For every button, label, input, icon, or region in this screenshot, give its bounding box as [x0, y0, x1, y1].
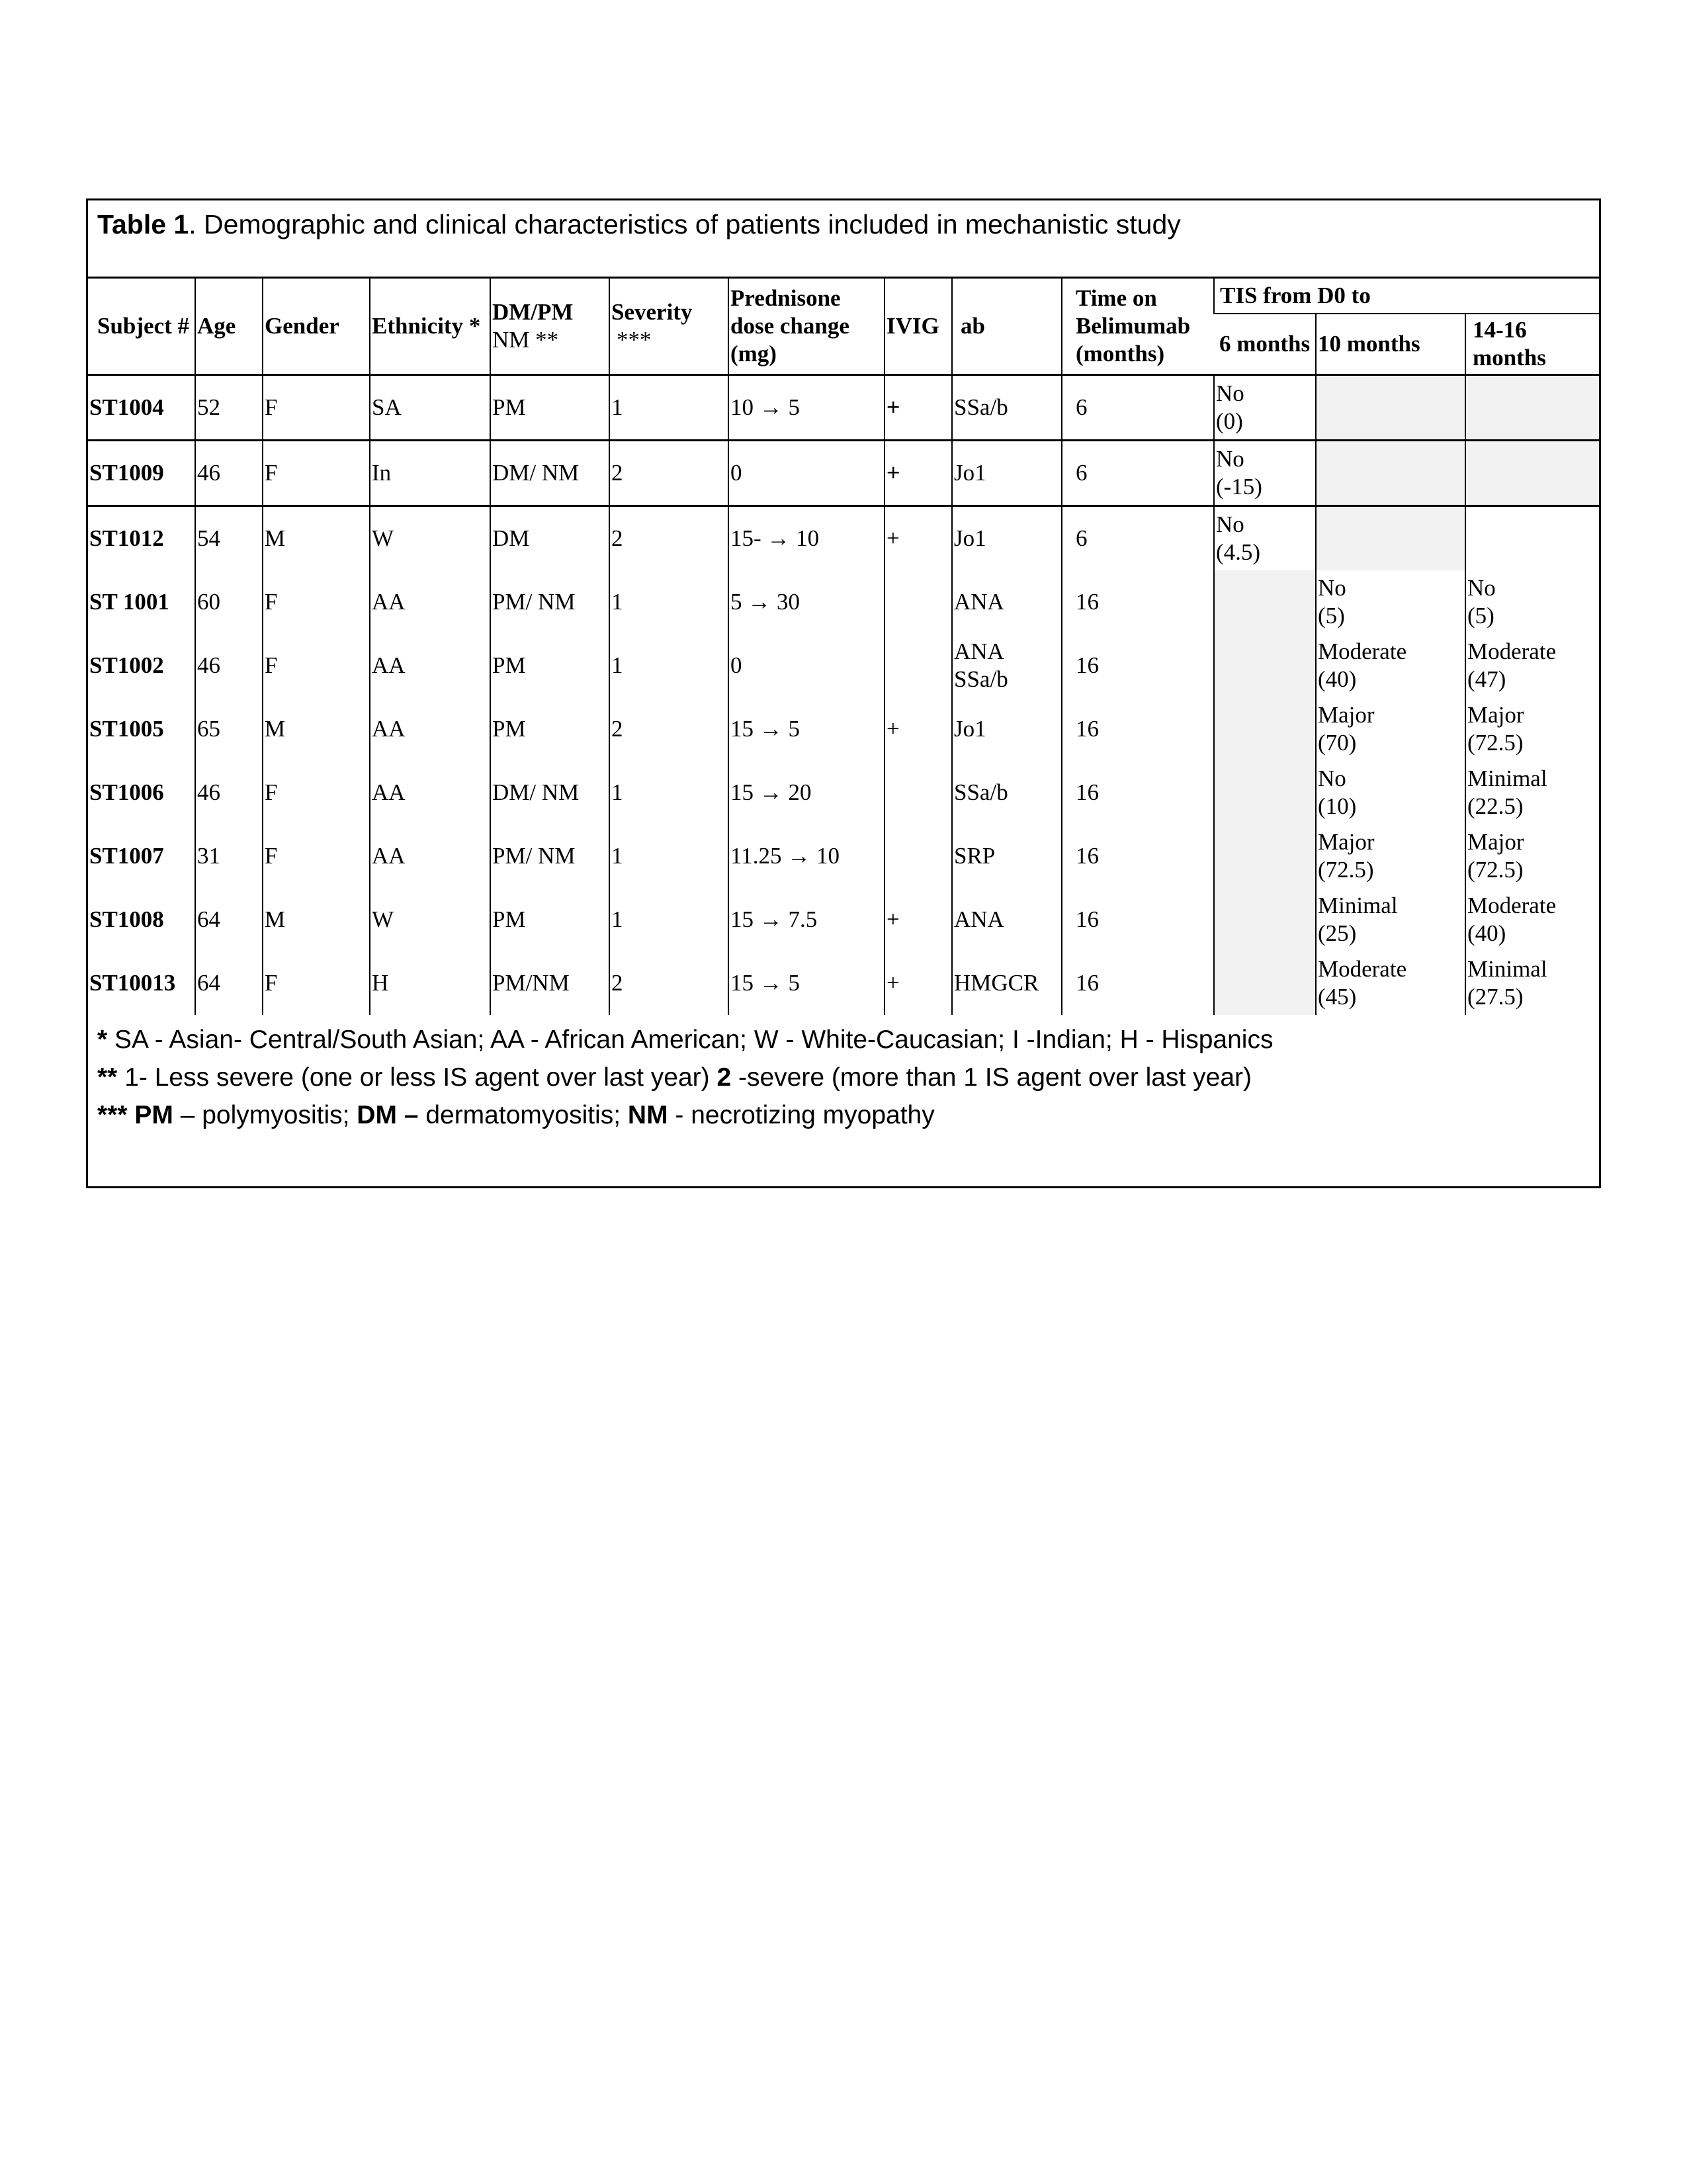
cell-ab: Jo1: [952, 506, 1062, 571]
cell-tis-14: [1465, 888, 1599, 951]
cell-tis-6: [1214, 375, 1316, 441]
cell-ethnicity: AA: [370, 697, 490, 761]
cell-tis-14: [1465, 761, 1599, 824]
tis-14-level: Major: [1467, 829, 1524, 855]
header-prednisone: Prednisone dose change (mg): [728, 279, 885, 375]
cell-age: 46: [195, 761, 263, 824]
cell-ab: ANA: [952, 570, 1062, 634]
table-row: [88, 824, 1599, 888]
header-dmpm-top: DM/PM: [492, 299, 574, 325]
footnote-diagnosis: [97, 1096, 1273, 1134]
cell-dmpm: PM/ NM: [490, 824, 609, 888]
cell-tis-14: [1465, 697, 1599, 761]
cell-dmpm: DM/ NM: [490, 441, 609, 506]
footnote-mark: **: [97, 1063, 125, 1092]
cell-severity: 1: [609, 824, 728, 888]
cell-dmpm: DM/ NM: [490, 761, 609, 824]
footnote-mark: ***: [97, 1101, 135, 1129]
tis-10-score: (72.5): [1318, 857, 1374, 883]
header-ethnicity: Ethnicity *: [370, 279, 490, 375]
cell-prednisone: 10 → 5: [728, 375, 885, 441]
cell-tis-10: [1316, 951, 1465, 1015]
cell-tis-10: [1316, 761, 1465, 824]
abbr-nm: NM: [627, 1101, 668, 1129]
cell-time: 6: [1062, 375, 1214, 441]
footnote-mark: *: [97, 1026, 115, 1054]
abbr-sa: SA: [114, 1026, 148, 1054]
cell-ivig: +: [885, 506, 952, 571]
cell-age: 64: [195, 888, 263, 951]
cell-tis-10: [1316, 441, 1465, 506]
table-title-label: Table 1: [97, 209, 189, 240]
table-row: [88, 441, 1599, 506]
cell-prednisone: 15 → 20: [728, 761, 885, 824]
footnote-severity: [97, 1059, 1273, 1096]
tis-10-level: Minimal: [1318, 893, 1398, 918]
cell-subject: ST1006: [89, 779, 164, 805]
def-sa: - Asian- Central/South Asian;: [147, 1026, 491, 1054]
cell-ethnicity: W: [370, 506, 490, 571]
table-frame: [86, 198, 1601, 1188]
tis-10-score: (25): [1318, 920, 1357, 946]
tis-14-level: No: [1467, 575, 1496, 601]
def-severity-1: Less severe (one or less IS agent over last year): [147, 1063, 717, 1092]
tis-10-score: (40): [1318, 666, 1357, 692]
cell-ab: HMGCR: [952, 951, 1062, 1015]
cell-dmpm: PM: [490, 888, 609, 951]
abbr-aa: AA: [490, 1026, 523, 1054]
cell-tis-14: [1465, 570, 1599, 634]
table-row: [88, 570, 1599, 634]
cell-prednisone: 0: [728, 441, 885, 506]
cell-time: 6: [1062, 506, 1214, 571]
cell-ivig: +: [885, 441, 952, 506]
cell-ab: ANA: [952, 888, 1062, 951]
cell-severity: 1: [609, 570, 728, 634]
tis-14-level: Major: [1467, 702, 1524, 728]
cell-tis-6: [1214, 951, 1316, 1015]
cell-tis-14: [1465, 951, 1599, 1015]
abbr-severity-2: 2: [716, 1063, 732, 1092]
cell-ethnicity: AA: [370, 634, 490, 697]
cell-tis-14: [1465, 824, 1599, 888]
cell-subject: ST1007: [89, 843, 164, 869]
tis-10-level: Moderate: [1318, 956, 1407, 982]
header-time: Time on Belimumab (months): [1062, 279, 1214, 375]
cell-tis-14: [1465, 375, 1599, 441]
cell-subject: ST10013: [89, 970, 176, 996]
cell-time: 16: [1062, 634, 1214, 697]
cell-severity: 1: [609, 634, 728, 697]
abbr-pm: PM: [134, 1101, 173, 1129]
table-title-text: . Demographic and clinical characteristics of patients included in mechanistic study: [189, 209, 1181, 240]
cell-tis-6: [1214, 506, 1316, 571]
tis-10-score: (45): [1318, 984, 1357, 1010]
cell-severity: 2: [609, 441, 728, 506]
cell-subject: ST1008: [89, 906, 164, 932]
tis-6-score: (4.5): [1216, 539, 1261, 565]
cell-tis-6: [1214, 761, 1316, 824]
cell-prednisone: 15 → 5: [728, 951, 885, 1015]
header-gender: Gender: [263, 279, 370, 375]
cell-tis-10: [1316, 506, 1465, 571]
cell-age: 60: [195, 570, 263, 634]
cell-ab: Jo1: [952, 441, 1062, 506]
cell-ethnicity: AA: [370, 570, 490, 634]
cell-dmpm: DM: [490, 506, 609, 571]
tis-6-level: No: [1216, 511, 1244, 537]
cell-tis-10: [1316, 697, 1465, 761]
header-tis-14: 14-16 months: [1465, 314, 1599, 375]
cell-tis-14: [1465, 506, 1599, 571]
cell-tis-10: [1316, 824, 1465, 888]
cell-gender: F: [263, 375, 370, 441]
cell-subject: ST 1001: [89, 589, 169, 615]
cell-ethnicity: AA: [370, 824, 490, 888]
def-pm: – polymyositis;: [173, 1101, 357, 1129]
cell-ab: Jo1: [952, 697, 1062, 761]
cell-time: 16: [1062, 570, 1214, 634]
abbr-dm: DM –: [357, 1101, 419, 1129]
cell-gender: M: [263, 697, 370, 761]
table-row: [88, 506, 1599, 571]
table-row: [88, 888, 1599, 951]
footnotes: [97, 1021, 1273, 1134]
tis-10-level: Major: [1318, 829, 1375, 855]
def-aa: - African American;: [523, 1026, 754, 1054]
cell-tis-6: [1214, 888, 1316, 951]
cell-ethnicity: In: [370, 441, 490, 506]
cell-age: 46: [195, 634, 263, 697]
cell-ab: SSa/b: [952, 375, 1062, 441]
cell-severity: 1: [609, 761, 728, 824]
cell-dmpm: PM/NM: [490, 951, 609, 1015]
table-row: [88, 697, 1599, 761]
cell-gender: M: [263, 506, 370, 571]
header-tis-group: TIS from D0 to: [1214, 279, 1599, 314]
cell-dmpm: PM/ NM: [490, 570, 609, 634]
header-tis-10: 10 months: [1316, 314, 1465, 375]
table-title: [88, 200, 1599, 279]
def-i: -Indian;: [1019, 1026, 1120, 1054]
cell-ivig: +: [885, 375, 952, 441]
def-severity-2: -severe (more than 1 IS agent over last year): [731, 1063, 1252, 1092]
header-dmpm-bottom: NM **: [492, 327, 559, 353]
tis-14-level: Moderate: [1467, 638, 1557, 664]
cell-ethnicity: W: [370, 888, 490, 951]
cell-age: 64: [195, 951, 263, 1015]
cell-prednisone: 15 → 7.5: [728, 888, 885, 951]
cell-tis-10: [1316, 570, 1465, 634]
tis-10-level: No: [1318, 575, 1346, 601]
cell-subject: ST1012: [89, 525, 164, 551]
cell-ivig: [885, 824, 952, 888]
cell-dmpm: PM: [490, 375, 609, 441]
cell-ethnicity: AA: [370, 761, 490, 824]
header-severity-bottom: ***: [617, 327, 652, 353]
cell-tis-14: [1465, 634, 1599, 697]
cell-ethnicity: SA: [370, 375, 490, 441]
table-row: [88, 761, 1599, 824]
cell-tis-6: [1214, 697, 1316, 761]
def-h: - Hispanics: [1138, 1026, 1274, 1054]
tis-14-level: Minimal: [1467, 765, 1547, 791]
cell-severity: 2: [609, 506, 728, 571]
cell-prednisone: 11.25 → 10: [728, 824, 885, 888]
def-w: - White-Caucasian;: [778, 1026, 1012, 1054]
abbr-h: H: [1119, 1026, 1139, 1054]
cell-gender: F: [263, 634, 370, 697]
tis-14-score: (27.5): [1467, 984, 1524, 1010]
tis-10-score: (5): [1318, 603, 1345, 629]
cell-age: 54: [195, 506, 263, 571]
table-row: [88, 634, 1599, 697]
tis-14-score: (72.5): [1467, 857, 1524, 883]
cell-age: 52: [195, 375, 263, 441]
tis-6-level: No: [1216, 380, 1244, 406]
header-ivig: IVIG: [885, 279, 952, 375]
cell-severity: 2: [609, 697, 728, 761]
header-severity: [609, 279, 728, 375]
cell-ivig: [885, 761, 952, 824]
footnote-ethnicity: [97, 1021, 1273, 1059]
tis-6-score: (-15): [1216, 474, 1262, 500]
cell-tis-10: [1316, 634, 1465, 697]
cell-severity: 1: [609, 375, 728, 441]
cell-gender: F: [263, 441, 370, 506]
cell-gender: F: [263, 570, 370, 634]
tis-10-level: No: [1318, 765, 1346, 791]
def-dm: dermatomyositis;: [418, 1101, 628, 1129]
characteristics-table: [88, 279, 1599, 1015]
cell-prednisone: 15 → 5: [728, 697, 885, 761]
header-age: Age: [195, 279, 263, 375]
cell-ab: SSa/b: [952, 761, 1062, 824]
tis-6-level: No: [1216, 446, 1244, 472]
cell-ivig: +: [885, 888, 952, 951]
table-row: [88, 951, 1599, 1015]
cell-prednisone: 15- → 10: [728, 506, 885, 571]
cell-dmpm: PM: [490, 697, 609, 761]
cell-ab: SRP: [952, 824, 1062, 888]
tis-14-score: (40): [1467, 920, 1506, 946]
cell-subject: ST1005: [89, 716, 164, 742]
cell-severity: 2: [609, 951, 728, 1015]
cell-gender: F: [263, 824, 370, 888]
cell-ivig: [885, 570, 952, 634]
cell-subject: ST1002: [89, 652, 164, 678]
cell-severity: 1: [609, 888, 728, 951]
tis-10-level: Major: [1318, 702, 1375, 728]
cell-ivig: +: [885, 697, 952, 761]
cell-ivig: [885, 634, 952, 697]
cell-gender: M: [263, 888, 370, 951]
cell-prednisone: 0: [728, 634, 885, 697]
abbr-w: W: [754, 1026, 779, 1054]
abbr-i: I: [1012, 1026, 1019, 1054]
cell-dmpm: PM: [490, 634, 609, 697]
cell-ivig: +: [885, 951, 952, 1015]
tis-6-score: (0): [1216, 408, 1243, 434]
cell-gender: F: [263, 951, 370, 1015]
cell-age: 65: [195, 697, 263, 761]
header-tis-6: 6 months: [1214, 314, 1316, 375]
cell-time: 16: [1062, 697, 1214, 761]
cell-subject: ST1004: [88, 375, 195, 441]
cell-time: 16: [1062, 951, 1214, 1015]
header-severity-top: Severity: [611, 299, 693, 325]
cell-tis-6: [1214, 824, 1316, 888]
cell-subject: ST1009: [88, 441, 195, 506]
cell-tis-10: [1316, 888, 1465, 951]
header-ab: ab: [952, 279, 1062, 375]
cell-age: 46: [195, 441, 263, 506]
tis-14-score: (72.5): [1467, 730, 1524, 756]
cell-time: 16: [1062, 824, 1214, 888]
table-row: [88, 375, 1599, 441]
abbr-severity-1: 1-: [124, 1063, 148, 1092]
tis-14-level: Moderate: [1467, 893, 1557, 918]
tis-10-score: (10): [1318, 793, 1357, 819]
tis-10-level: Moderate: [1318, 638, 1407, 664]
header-dmpm: [490, 279, 609, 375]
tis-14-score: (5): [1467, 603, 1494, 629]
cell-time: 16: [1062, 761, 1214, 824]
cell-age: 31: [195, 824, 263, 888]
tis-14-level: Minimal: [1467, 956, 1547, 982]
header-subject: Subject #: [88, 279, 195, 375]
cell-tis-6: [1214, 570, 1316, 634]
tis-14-score: (47): [1467, 666, 1506, 692]
cell-time: 16: [1062, 888, 1214, 951]
cell-time: 6: [1062, 441, 1214, 506]
cell-prednisone: 5 → 30: [728, 570, 885, 634]
cell-ethnicity: H: [370, 951, 490, 1015]
cell-ab: ANA SSa/b: [952, 634, 1062, 697]
cell-gender: F: [263, 761, 370, 824]
cell-tis-10: [1316, 375, 1465, 441]
cell-tis-6: [1214, 441, 1316, 506]
tis-10-score: (70): [1318, 730, 1357, 756]
tis-14-score: (22.5): [1467, 793, 1524, 819]
cell-tis-6: [1214, 634, 1316, 697]
def-nm: - necrotizing myopathy: [668, 1101, 935, 1129]
cell-tis-14: [1465, 441, 1599, 506]
